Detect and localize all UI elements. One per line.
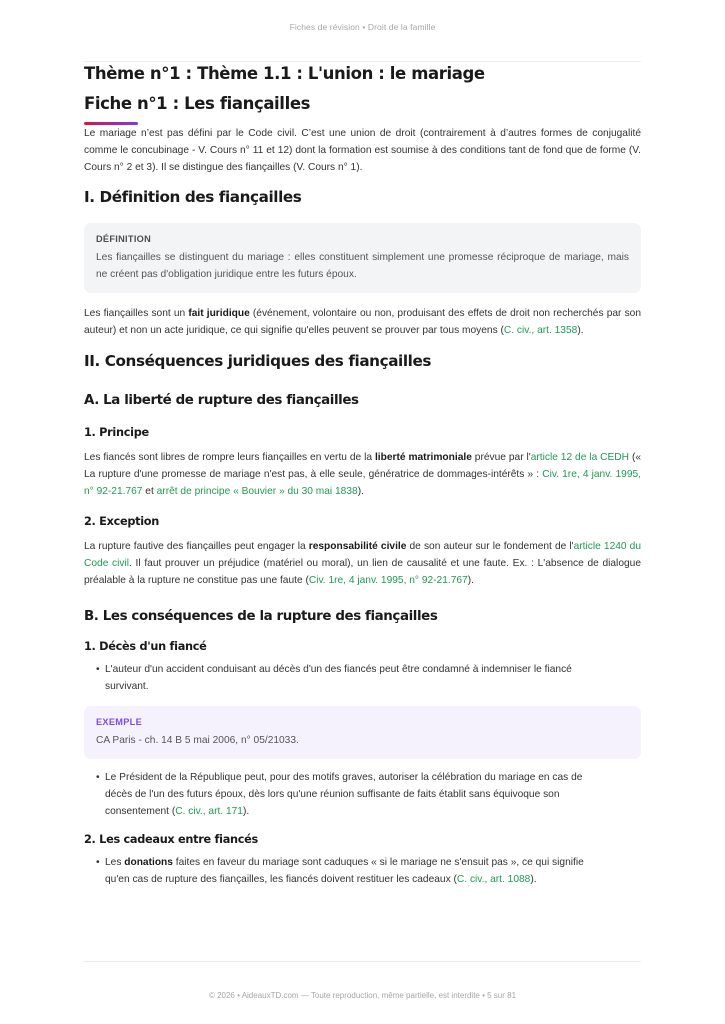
exception-paragraph	[84, 538, 641, 589]
definition-box	[84, 223, 641, 293]
legal-reference-link[interactable]: arrêt de principe « Bouvier » du 30 mai 1838	[156, 486, 358, 497]
text-segment: Le Président de la République peut, pour des motifs graves, autoriser la célébration du mariage en cas de décès de l'un des futurs époux, dès lors qu'une réunion suffisante de faits établit sans équivoque son consentement (	[105, 772, 583, 817]
example-box	[84, 706, 641, 759]
text-segment: de son auteur sur le fondement de l'	[406, 541, 574, 552]
running-footer: © 2026 • AideauxTD.com — Toute reproduction, même partielle, est interdite • 5 sur 81	[208, 991, 517, 1000]
list-item	[96, 661, 641, 695]
cadeaux-heading: 2. Les cadeaux entre fiancés	[84, 833, 258, 846]
list-item-text: L'auteur d'un accident conduisant au décès d'un des fiancés peut être condamné à indemniser le fiancé survivant.	[105, 664, 572, 692]
deces-bullet-list-2	[84, 769, 641, 820]
subsection-b-heading: B. Les conséquences de la rupture des fiançailles	[84, 609, 438, 624]
deces-heading: 1. Décès d'un fiancé	[84, 640, 207, 653]
text-segment: et	[142, 486, 157, 497]
fait-juridique-paragraph	[84, 305, 641, 339]
legal-reference-link[interactable]: C. civ., art. 171	[175, 806, 243, 817]
text-segment: Les fiançailles sont un	[84, 308, 189, 319]
exception-heading: 2. Exception	[84, 515, 160, 528]
bold-term: responsabilité civile	[308, 541, 407, 552]
document-body	[84, 59, 641, 888]
legal-reference-link[interactable]: C. civ., art. 1358	[503, 325, 578, 336]
example-label: EXEMPLE	[96, 717, 143, 727]
text-segment: faites en faveur du mariage sont caduques « si le mariage ne s'ensuit pas », ce qui signifie qu'en cas de rupture des fiançailles, les fiancés doivent restituer les cadeaux (	[105, 857, 584, 885]
bullet-icon: •	[96, 772, 100, 783]
example-text: CA Paris - ch. 14 B 5 mai 2006, n° 05/21033.	[96, 735, 299, 746]
definition-text: Les fiançailles se distinguent du mariage : elles constituent simplement une promesse réciproque de mariage, mais ne créent pas d'obligation juridique entre les futurs époux.	[96, 252, 629, 280]
text-segment: (« La rupture d'une promesse de mariage n'est pas, à elle seule, génératrice de dommages-intérêts » :	[84, 452, 642, 480]
footer-divider	[84, 961, 641, 962]
text-segment: La rupture fautive des fiançailles peut engager la	[84, 541, 309, 552]
section-2-heading: II. Conséquences juridiques des fiançailles	[84, 352, 432, 370]
legal-reference-link[interactable]: article 12 de la CEDH	[530, 452, 630, 463]
text-segment: Les	[105, 857, 125, 868]
list-item	[96, 769, 641, 820]
bold-term: fait juridique	[188, 308, 250, 319]
text-segment: ).	[467, 575, 474, 586]
legal-reference-link[interactable]: Civ. 1re, 4 janv. 1995, n° 92-21.767	[84, 469, 641, 497]
principe-paragraph	[84, 449, 641, 500]
running-header: Fiches de révision • Droit de la famille	[289, 22, 436, 32]
bullet-icon: •	[96, 857, 100, 868]
text-segment: Les fiancés sont libres de rompre leurs fiançailles en vertu de la	[84, 452, 375, 463]
bullet-icon: •	[96, 664, 100, 675]
text-segment: (événement, volontaire ou non, produisant des effets de droit non recherchés par son auteur) et non un acte juridique, ce qui signifie qu'elles peuvent se prouver par tous moyens (	[84, 308, 641, 336]
cadeaux-bullet-list	[84, 854, 641, 888]
text-segment: ).	[530, 874, 537, 885]
bold-term: donations	[124, 857, 173, 868]
fiche-title: Fiche n°1 : Les fiançailles	[84, 94, 311, 113]
text-segment: ).	[577, 325, 584, 336]
definition-label: DÉFINITION	[96, 234, 152, 244]
intro-paragraph: Le mariage n’est pas défini par le Code civil. C’est une union de droit (contrairement à d’autres formes de conjugalité comme le concubinage - V. Cours n° 11 et 12) dont la formation est soumise à des conditions tant de fond que de forme (V. Cours n° 2 et 3). Il se distingue des fiançailles (V. Cours n° 1).	[84, 128, 641, 173]
legal-reference-link[interactable]: Civ. 1re, 4 janv. 1995, n° 92-21.767	[308, 575, 468, 586]
legal-reference-link[interactable]: C. civ., art. 1088	[456, 874, 531, 885]
legal-reference-link[interactable]: article 1240 du Code civil	[84, 541, 641, 569]
text-segment: prévue par l'	[471, 452, 531, 463]
list-item	[96, 854, 641, 888]
theme-title: Thème n°1 : Thème 1.1 : L'union : le mariage	[84, 64, 485, 83]
text-segment: ).	[357, 486, 364, 497]
bold-term: liberté matrimoniale	[374, 452, 472, 463]
principe-heading: 1. Principe	[84, 426, 149, 439]
subsection-a-heading: A. La liberté de rupture des fiançailles	[84, 393, 359, 408]
deces-bullet-list	[84, 661, 641, 695]
text-segment: . Il faut prouver un préjudice (matériel ou moral), un lien de causalité et une faute. Ex. : L'absence de dialogue préalable à la rupture ne constitue pas une faute (	[84, 558, 641, 586]
section-1-heading: I. Définition des fiançailles	[84, 188, 302, 206]
text-segment: ).	[242, 806, 250, 817]
